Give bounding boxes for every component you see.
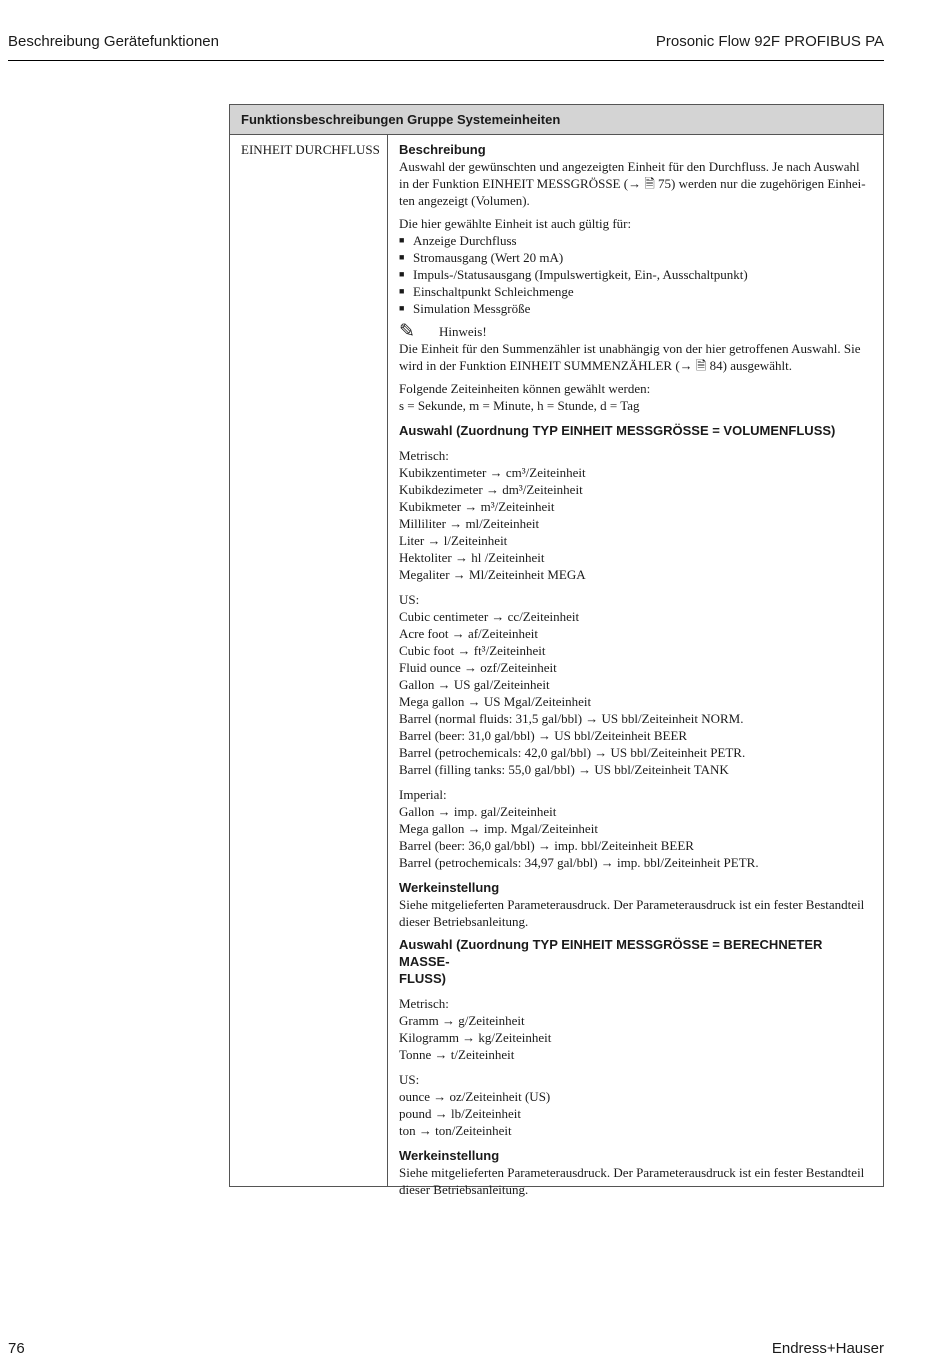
text-line: ten angezeigt (Volumen). (399, 193, 530, 208)
brand-name: Endress+Hauser (771, 1340, 884, 1357)
list-item-text: Stromausgang (Wert 20 mA) (413, 250, 564, 265)
list-item (399, 283, 875, 300)
list-item: Imperial: (399, 787, 447, 802)
list-item (399, 232, 875, 249)
list-item: Barrel (filling tanks: 55,0 gal/bbl) → US bbl/Zeiteinheit TANK (399, 762, 729, 777)
list-item: US: (399, 592, 420, 607)
note-label: Hinweis! (439, 324, 487, 339)
list-item: Hektoliter → hl /Zeiteinheit (399, 550, 545, 565)
header-rule (8, 60, 884, 61)
auswahl-masse-label: FLUSS) (399, 971, 446, 986)
time-units-block (399, 380, 875, 414)
list-item: Barrel (beer: 31,0 gal/bbl) → US bbl/Zeiteinheit BEER (399, 728, 688, 743)
list-item: Gallon → US gal/Zeiteinheit (399, 677, 550, 692)
masse-metric-list (399, 995, 875, 1063)
note-line: Die Einheit für den Summenzähler ist unabhängig von der hier getroffenen Auswahl. Sie (399, 341, 861, 356)
list-item: Fluid ounce → ozf/Zeiteinheit (399, 660, 557, 675)
list-item: Barrel (petrochemicals: 34,97 gal/bbl) → imp. bbl/Zeiteinheit PETR. (399, 855, 759, 870)
list-item: Liter → l/Zeiteinheit (399, 533, 508, 548)
bullet-icon: ■ (399, 303, 405, 313)
function-name: EINHEIT DURCHFLUSS (241, 142, 380, 157)
table-title: Funktionsbeschreibungen Gruppe Systemeinheiten (230, 105, 883, 135)
list-item: Milliliter → ml/Zeiteinheit (399, 516, 540, 531)
text-line: dieser Betriebsanleitung. (399, 1182, 529, 1197)
list-item: Barrel (petrochemicals: 42,0 gal/bbl) → US bbl/Zeiteinheit PETR. (399, 745, 746, 760)
list-item: Barrel (beer: 36,0 gal/bbl) → imp. bbl/Zeiteinheit BEER (399, 838, 694, 853)
werkeinstellung-block (399, 1147, 875, 1198)
text-line: in der Funktion EINHEIT MESSGRÖSSE (→ 🗎 75) werden nur die zugehörigen Einhei- (399, 176, 866, 191)
masse-us-list (399, 1071, 875, 1139)
list-item-text: Impuls-/Statusausgang (Impulswertigkeit, Ein-, Ausschaltpunkt) (413, 267, 748, 282)
valid-for-block (399, 215, 875, 317)
beschreibung-label: Beschreibung (399, 142, 486, 157)
auswahl-masse-label: Auswahl (Zuordnung TYP EINHEIT MESSGRÖSSE = BERECHNETER MASSE- (399, 937, 823, 969)
text-line: Siehe mitgelieferten Parameterausdruck. Der Parameterausdruck ist ein fester Bestandteil (399, 897, 865, 912)
list-item: pound → lb/Zeiteinheit (399, 1106, 522, 1121)
list-item: Megaliter → Ml/Zeiteinheit MEGA (399, 567, 586, 582)
text-line: dieser Betriebsanleitung. (399, 914, 529, 929)
list-item (399, 266, 875, 283)
list-item: Mega gallon → US Mgal/Zeiteinheit (399, 694, 592, 709)
list-item: Kilogramm → kg/Zeiteinheit (399, 1030, 552, 1045)
list-item (399, 300, 875, 317)
text-line: Folgende Zeiteinheiten können gewählt werden: (399, 381, 651, 396)
list-item: Mega gallon → imp. Mgal/Zeiteinheit (399, 821, 598, 836)
text-line: s = Sekunde, m = Minute, h = Stunde, d = Tag (399, 398, 640, 413)
auswahl-volumen-heading (399, 422, 875, 439)
list-item: Barrel (normal fluids: 31,5 gal/bbl) → US bbl/Zeiteinheit NORM. (399, 711, 744, 726)
note-block (399, 323, 875, 374)
list-item: ounce → oz/Zeiteinheit (US) (399, 1089, 551, 1104)
werkeinstellung-label: Werkeinstellung (399, 880, 500, 895)
volumen-imperial-list (399, 786, 875, 871)
running-header-right: Prosonic Flow 92F PROFIBUS PA (655, 33, 884, 50)
list-item (399, 249, 875, 266)
valid-intro: Die hier gewählte Einheit ist auch gültig für: (399, 216, 632, 231)
function-name-cell (230, 135, 388, 1186)
running-header-left: Beschreibung Gerätefunktionen (8, 33, 219, 50)
volumen-us-list (399, 591, 875, 778)
bullet-icon: ■ (399, 235, 405, 245)
function-description-cell (388, 135, 883, 1197)
auswahl-masse-heading (399, 936, 875, 987)
note-header (399, 323, 875, 340)
auswahl-volumen-label: Auswahl (Zuordnung TYP EINHEIT MESSGRÖSSE = VOLUMENFLUSS) (399, 423, 836, 438)
beschreibung-block (399, 141, 875, 209)
list-item-text: Einschaltpunkt Schleichmenge (413, 284, 574, 299)
text-line: Auswahl der gewünschten und angezeigten Einheit für den Durchfluss. Je nach Auswahl (399, 159, 860, 174)
list-item: Gallon → imp. gal/Zeiteinheit (399, 804, 557, 819)
list-item: Tonne → t/Zeiteinheit (399, 1047, 515, 1062)
list-item: US: (399, 1072, 420, 1087)
page-number: 76 (8, 1340, 25, 1357)
pencil-note-icon: ✎ (399, 321, 415, 342)
werkeinstellung-label: Werkeinstellung (399, 1148, 500, 1163)
bullet-icon: ■ (399, 286, 405, 296)
list-item: Acre foot → af/Zeiteinheit (399, 626, 538, 641)
table-row (230, 135, 883, 1197)
note-line: wird in der Funktion EINHEIT SUMMENZÄHLER (→ 🗎 84) ausgewählt. (399, 358, 792, 373)
list-item: Cubic centimeter → cc/Zeiteinheit (399, 609, 580, 624)
bullet-icon: ■ (399, 269, 405, 279)
list-item: Kubikdezimeter → dm³/Zeiteinheit (399, 482, 583, 497)
werkeinstellung-block (399, 879, 875, 930)
function-table (229, 104, 884, 1197)
list-item: Gramm → g/Zeiteinheit (399, 1013, 525, 1028)
list-item: Kubikmeter → m³/Zeiteinheit (399, 499, 555, 514)
list-item: ton → ton/Zeiteinheit (399, 1123, 512, 1138)
list-item-text: Simulation Messgröße (413, 301, 531, 316)
list-item: Kubikzentimeter → cm³/Zeiteinheit (399, 465, 586, 480)
bullet-icon: ■ (399, 252, 405, 262)
list-item-text: Anzeige Durchfluss (413, 233, 517, 248)
list-item: Metrisch: (399, 996, 449, 1011)
text-line: Siehe mitgelieferten Parameterausdruck. Der Parameterausdruck ist ein fester Bestandteil (399, 1165, 865, 1180)
list-item: Metrisch: (399, 448, 449, 463)
list-item: Cubic foot → ft³/Zeiteinheit (399, 643, 546, 658)
volumen-metric-list (399, 447, 875, 583)
